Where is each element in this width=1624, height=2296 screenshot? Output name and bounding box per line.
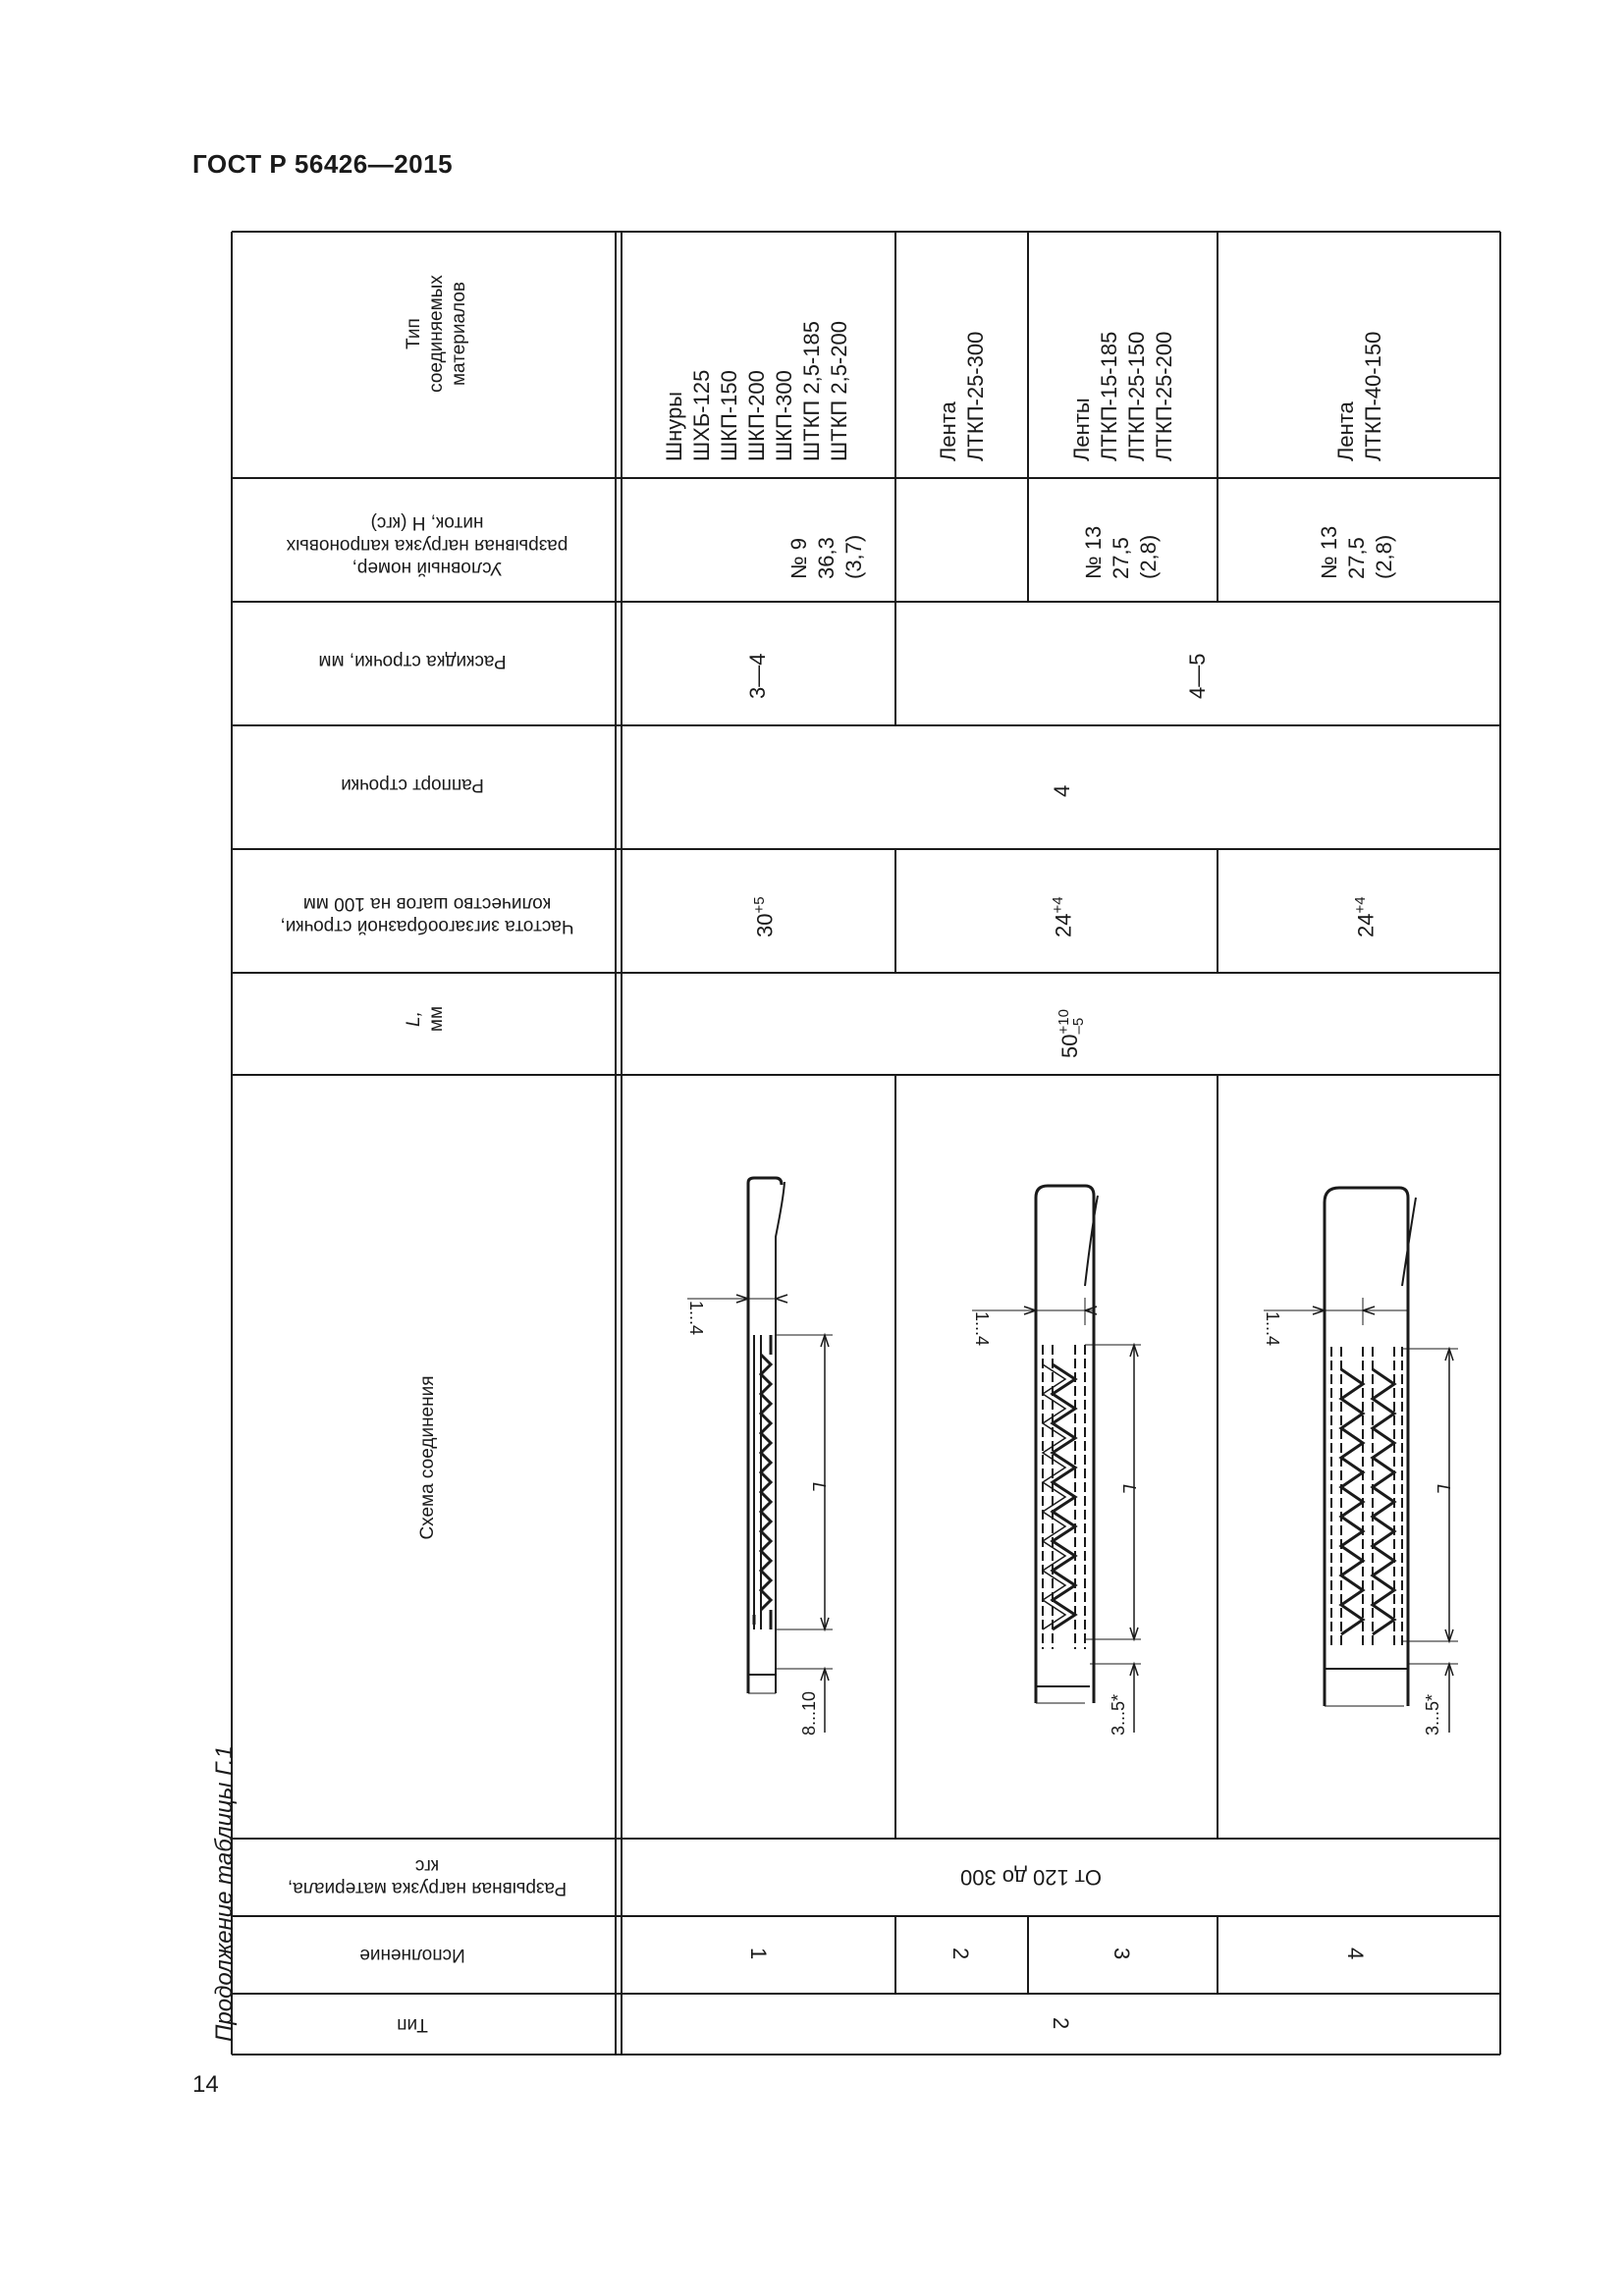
length-base: 50 xyxy=(1057,1034,1082,1058)
scheme-a-bottom-label: 8...10 xyxy=(799,1690,819,1735)
thread-b-1: 27,5 xyxy=(1109,537,1133,579)
variant-3: 3 xyxy=(1110,1948,1134,1960)
length-unit: мм xyxy=(426,1005,447,1033)
variant-2: 2 xyxy=(948,1948,973,1960)
cords-line-0: Шнуры xyxy=(662,391,686,461)
tapes-b-line-1: ЛТКП-15-185 xyxy=(1097,331,1121,461)
tape-a-line-1: ЛТКП-25-300 xyxy=(963,331,988,461)
scheme-a-length-label: L xyxy=(809,1482,829,1493)
header-stitch-spread: Раскидка строчки, мм xyxy=(318,651,507,671)
scheme-b xyxy=(972,1186,1141,1733)
header-material-type-text: Тип соединяемых материалов xyxy=(404,275,469,393)
type-value: 2 xyxy=(1049,2017,1073,2030)
scheme-a-top-label: 1...4 xyxy=(686,1301,706,1336)
rapport-value: 4 xyxy=(1050,784,1074,797)
spread-b: 4—5 xyxy=(1185,653,1210,699)
thread-header-line1: Условный номер, xyxy=(352,558,503,578)
tape-c-line-1: ЛТКП-40-150 xyxy=(1361,331,1385,461)
frequency-header-line1: Частота зигзагообразной строчки, xyxy=(280,916,574,936)
breaking-load-value xyxy=(903,1863,1159,1891)
document-title: ГОСТ Р 56426—2015 xyxy=(192,149,454,179)
thread-b-2: (2,8) xyxy=(1136,534,1161,579)
scheme-c-length-label: L xyxy=(1434,1484,1453,1495)
scheme-c xyxy=(1264,1188,1458,1733)
cords-line-4: ШКП-300 xyxy=(772,370,796,461)
tape-c-line-0: Лента xyxy=(1333,401,1358,461)
tapes-b-line-0: Ленты xyxy=(1069,398,1094,461)
frequency-a-base: 30 xyxy=(752,913,778,937)
frequency-b-sup: +4 xyxy=(1050,896,1066,914)
header-variant: Исполнение xyxy=(359,1945,465,1965)
scheme-b-bottom-label: 3...5* xyxy=(1109,1693,1128,1735)
frequency-a-sup: +5 xyxy=(751,896,768,914)
scheme-c-top-label: 1...4 xyxy=(1263,1311,1282,1347)
frequency-header-line2: количество шагов на 100 мм xyxy=(302,893,552,914)
cords-line-5: ШТКП 2,5-185 xyxy=(799,321,824,461)
header-stitch-rapport: Раппорт строчки xyxy=(341,774,484,795)
cords-line-3: ШКП-200 xyxy=(744,370,769,461)
header-type: Тип xyxy=(397,2014,428,2035)
length-sub: –5 xyxy=(1070,1017,1088,1035)
header-scheme: Схема соединения xyxy=(417,1375,438,1540)
thread-b-0: № 13 xyxy=(1081,525,1106,579)
breaking-load-header-line2: кгс xyxy=(414,1855,440,1876)
frequency-b-base: 24 xyxy=(1051,913,1076,937)
thread-header-line2: разрывная нагрузка капроновых xyxy=(286,535,568,556)
thread-c-1: 27,5 xyxy=(1344,537,1369,579)
tapes-b-line-3: ЛТКП-25-200 xyxy=(1152,331,1176,461)
thread-a-0: № 9 xyxy=(786,538,811,579)
length-symbol: L, xyxy=(404,1011,424,1027)
length-sup: +10 xyxy=(1056,1009,1073,1035)
tapes-b-line-2: ЛТКП-25-150 xyxy=(1124,331,1149,461)
tape-a-line-0: Лента xyxy=(936,401,960,461)
spread-a: 3—4 xyxy=(745,653,770,699)
thread-c-0: № 13 xyxy=(1317,525,1341,579)
header-breaking-load xyxy=(255,1854,599,1899)
frequency-c-base: 24 xyxy=(1353,913,1379,937)
breaking-load-header-line1: Разрывная нагрузка материала, xyxy=(287,1878,568,1898)
variant-1: 1 xyxy=(746,1948,771,1960)
cords-line-6: ШТКП 2,5-200 xyxy=(827,321,851,461)
breaking-load-text: От 120 до 300 xyxy=(960,1865,1103,1890)
cords-line-1: ШХБ-125 xyxy=(689,369,714,461)
table-continuation-caption: Продолжение таблицы Г.1 xyxy=(211,1745,238,2042)
page-number: 14 xyxy=(192,2071,219,2098)
scheme-c-bottom-label: 3...5* xyxy=(1423,1693,1442,1735)
scheme-b-length-label: L xyxy=(1119,1484,1139,1495)
cords-line-2: ШКП-150 xyxy=(717,370,741,461)
thread-a-2: (3,7) xyxy=(841,534,866,579)
thread-c-2: (2,8) xyxy=(1372,534,1396,579)
thread-header-line3: ниток, Н (кгс) xyxy=(370,512,484,533)
variant-4: 4 xyxy=(1343,1948,1368,1960)
scheme-b-top-label: 1...4 xyxy=(972,1311,992,1347)
scheme-a xyxy=(687,1178,833,1733)
thread-a-1: 36,3 xyxy=(814,537,839,579)
frequency-c-sup: +4 xyxy=(1352,896,1369,914)
